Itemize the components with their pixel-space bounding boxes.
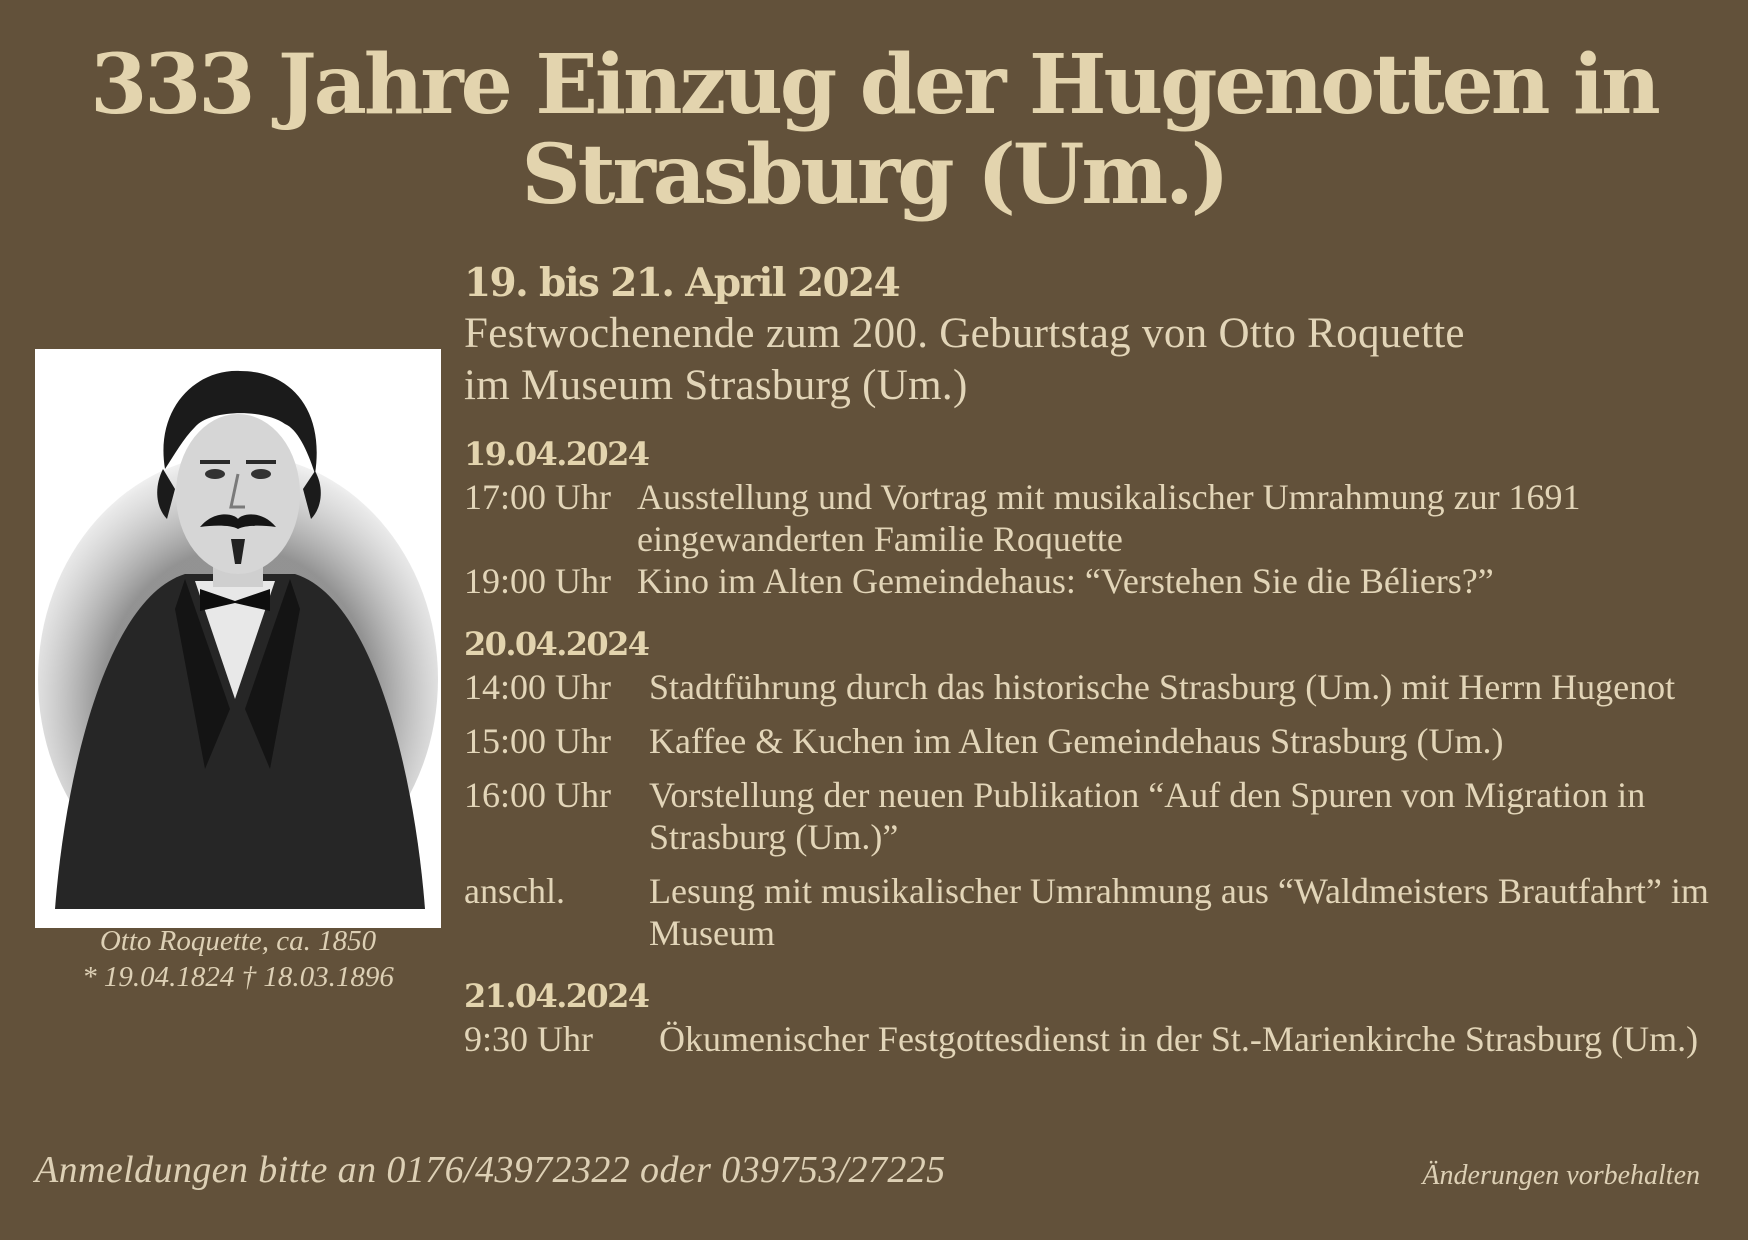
- event-text: Kaffee & Kuchen im Alten Gemeindehaus Strasburg (Um.): [649, 721, 1504, 761]
- day-block: [464, 974, 1724, 1060]
- event-row: [464, 1018, 1724, 1060]
- title-line-2: Strasburg (Um.): [521, 127, 1227, 223]
- event-time: 15:00 Uhr: [464, 721, 611, 761]
- date-range: 19. bis 21. April 2024: [464, 260, 900, 306]
- page-title: [0, 37, 1748, 223]
- event-text: Ausstellung und Vortrag mit musikalischer Umrahmung zur 1691 eingewanderten Familie Roquette: [637, 477, 1581, 559]
- event-row: [464, 870, 1724, 954]
- caption-dates: * 19.04.1824 † 18.03.1896: [82, 961, 394, 993]
- program: [464, 258, 1724, 1060]
- changes-notice: Änderungen vorbehalten: [1422, 1160, 1700, 1191]
- registration-note: Anmeldungen bitte an 0176/43972322 oder 039753/27225: [35, 1149, 946, 1191]
- event-time: 16:00 Uhr: [464, 775, 611, 815]
- day-block: [464, 622, 1724, 954]
- day-date: 19.04.2024: [464, 435, 649, 473]
- event-text: Ökumenischer Festgottesdienst in der St.-Marienkirche Strasburg (Um.): [659, 1019, 1699, 1059]
- title-line-1: 333 Jahre Einzug der Hugenotten in: [90, 37, 1658, 133]
- event-row: [464, 774, 1724, 858]
- subtitle-line-1: Festwochenende zum 200. Geburtstag von Otto Roquette: [464, 310, 1465, 357]
- event-text: Stadtführung durch das historische Strasburg (Um.) mit Herrn Hugenot: [649, 667, 1676, 707]
- event-text: Vorstellung der neuen Publikation “Auf den Spuren von Migration in Strasburg (Um.)”: [649, 775, 1646, 857]
- event-row: [464, 560, 1724, 602]
- event-time: 9:30 Uhr: [464, 1019, 593, 1059]
- subtitle-line-2: im Museum Strasburg (Um.): [464, 362, 968, 409]
- event-time: 17:00 Uhr: [464, 477, 611, 517]
- event-time: 19:00 Uhr: [464, 561, 611, 601]
- event-row: [464, 476, 1724, 560]
- day-date: 20.04.2024: [464, 625, 649, 663]
- day-block: [464, 432, 1724, 602]
- subtitle: [464, 308, 1724, 412]
- event-time: 14:00 Uhr: [464, 667, 611, 707]
- caption-name: Otto Roquette, ca. 1850: [99, 925, 377, 957]
- event-row: [464, 720, 1724, 762]
- portrait-caption: [35, 923, 441, 995]
- portrait-image: [35, 349, 441, 928]
- event-text: Kino im Alten Gemeindehaus: “Verstehen Sie die Béliers?”: [637, 561, 1494, 601]
- day-date: 21.04.2024: [464, 977, 649, 1015]
- event-time: anschl.: [464, 871, 565, 911]
- event-text: Lesung mit musikalischer Umrahmung aus “Waldmeisters Brautfahrt” im Museum: [649, 871, 1709, 953]
- event-row: [464, 666, 1724, 708]
